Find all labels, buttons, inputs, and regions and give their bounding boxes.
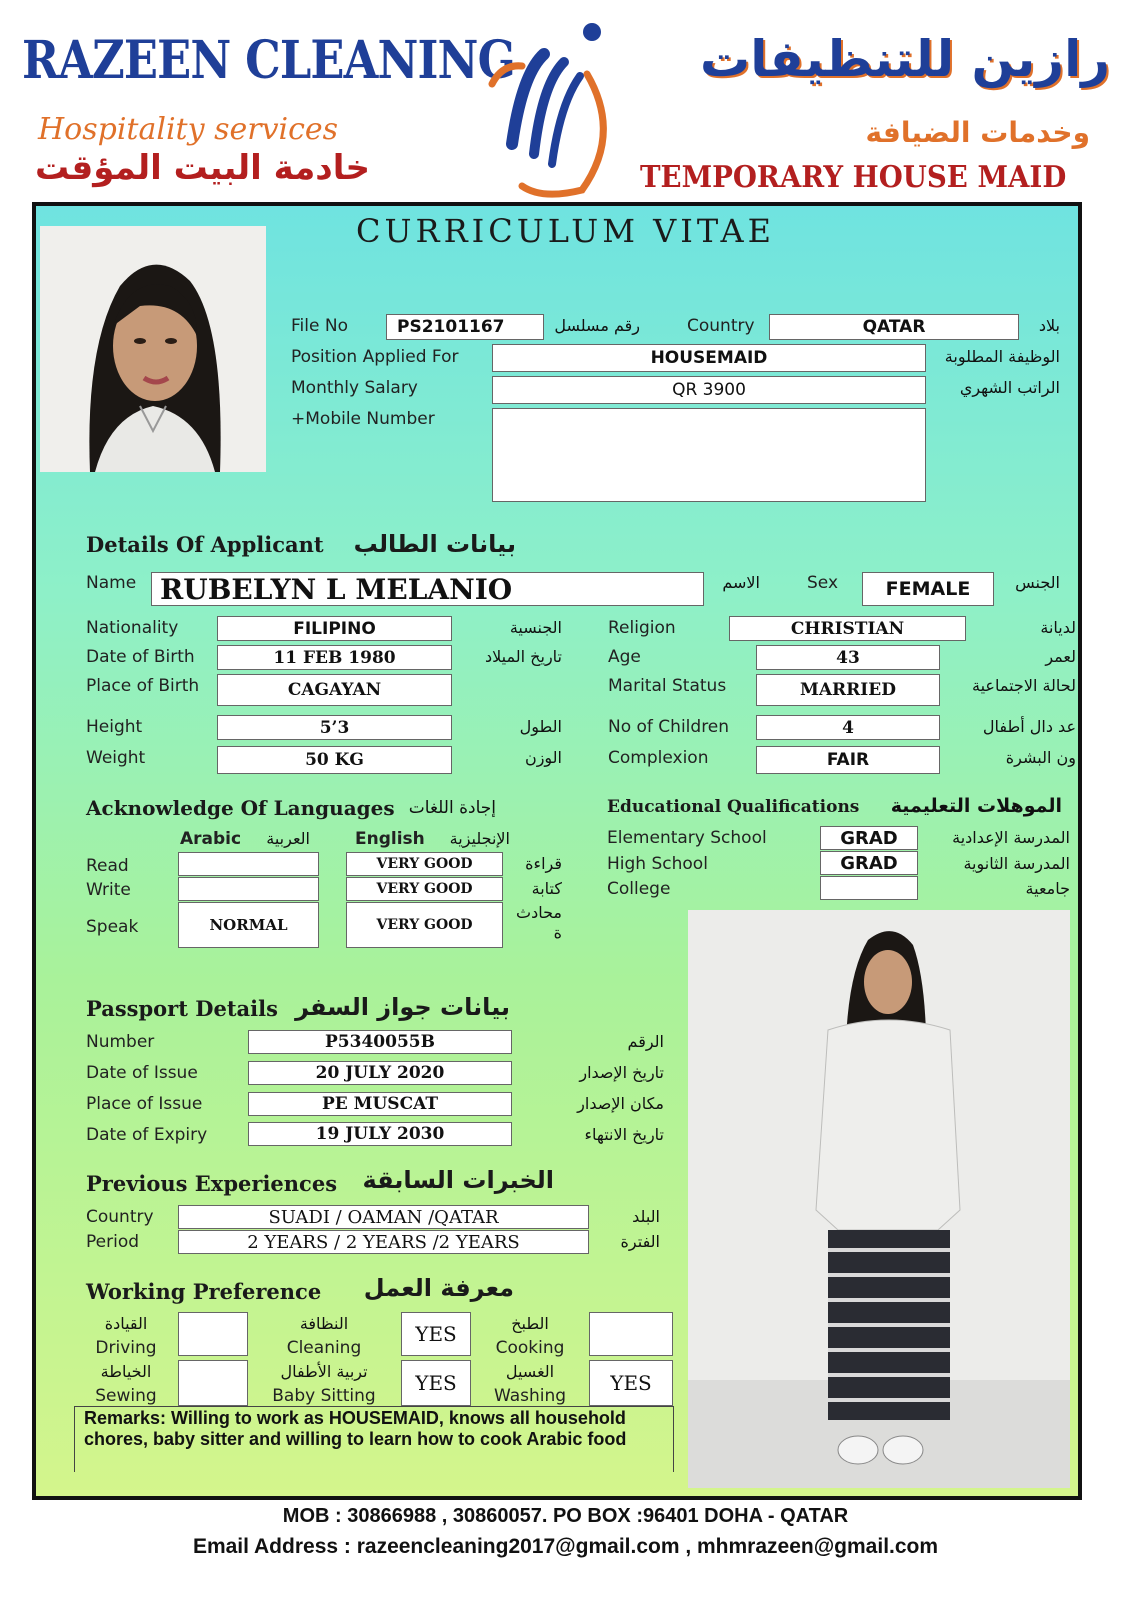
complexion-field: FAIR — [756, 746, 940, 774]
sex-label-ar: الجنس — [1015, 573, 1060, 592]
country-label: Country — [687, 316, 755, 336]
cooking-label-ar: الطبخ — [511, 1314, 549, 1333]
religion-label: Religion — [608, 618, 676, 638]
preference-heading-ar: معرفة العمل — [363, 1274, 514, 1302]
full-body-photo — [688, 910, 1070, 1488]
nationality-label-ar: الجنسية — [509, 618, 562, 637]
driving-field — [178, 1312, 248, 1356]
age-label-ar: لعمر — [1045, 647, 1076, 666]
applicant-heading: Details Of Applicant — [86, 532, 324, 557]
elementary-field: GRAD — [820, 826, 918, 850]
religion-field: CHRISTIAN — [729, 616, 966, 641]
preference-heading: Working Preference — [86, 1279, 322, 1304]
dob-label-ar: تاريخ الميلاد — [485, 647, 562, 666]
file-no-label: File No — [291, 316, 348, 336]
age-label: Age — [608, 647, 641, 667]
nationality-label: Nationality — [86, 618, 179, 638]
sewing-field — [178, 1360, 248, 1406]
height-field: 5’3 — [217, 715, 452, 740]
salary-field: QR 3900 — [492, 376, 926, 404]
applicant-heading-ar: بيانات الطالب — [353, 530, 516, 558]
highschool-label-ar: المدرسة الثانوية — [963, 854, 1070, 873]
issue-place-label-ar: مكان الإصدار — [577, 1094, 664, 1113]
read-label: Read — [86, 856, 129, 876]
elementary-label: Elementary School — [607, 828, 767, 848]
education-heading-ar: الموهلات التعليمية — [890, 795, 1062, 817]
exp-country-label: Country — [86, 1207, 154, 1227]
passport-heading: Passport Details — [86, 996, 278, 1021]
nationality-field: FILIPINO — [217, 616, 452, 641]
children-field: 4 — [756, 715, 940, 740]
write-label-ar: كتابة — [531, 879, 562, 898]
expiry-date-field: 19 JULY 2030 — [248, 1122, 512, 1146]
experience-heading: Previous Experiences — [86, 1171, 338, 1196]
read-english-field: VERY GOOD — [346, 852, 503, 876]
cv-title: CURRICULUM VITAE — [356, 212, 775, 250]
college-label: College — [607, 879, 671, 899]
marital-field: MARRIED — [756, 674, 940, 706]
sewing-label-ar: الخياطة — [100, 1362, 152, 1381]
babysitting-label-ar: تربية الأطفال — [280, 1362, 368, 1381]
children-label: No of Children — [608, 717, 730, 737]
dob-field: 11 FEB 1980 — [217, 645, 452, 670]
weight-label-ar: الوزن — [524, 748, 562, 767]
pob-label: Place of Birth — [86, 676, 200, 696]
country-label-ar: بلاد — [1038, 316, 1060, 335]
company-logo — [482, 14, 642, 200]
issue-date-label: Date of Issue — [86, 1063, 198, 1083]
highschool-field: GRAD — [820, 851, 918, 875]
issue-place-field: PE MUSCAT — [248, 1092, 512, 1116]
marital-label: Marital Status — [608, 676, 727, 696]
speak-label-ar: محادث ة — [516, 903, 562, 942]
cleaning-label: Cleaning — [286, 1338, 362, 1358]
complexion-label: Complexion — [608, 748, 709, 768]
footer-contact: MOB : 30866988 , 30860057. PO BOX :96401 DOHA - QATAR — [282, 1505, 849, 1527]
salary-label: Monthly Salary — [291, 378, 418, 398]
children-label-ar: عد دال أطفال — [982, 717, 1076, 736]
passport-heading-ar: بيانات جواز السفر — [295, 993, 510, 1021]
babysitting-label: Baby Sitting — [272, 1386, 376, 1406]
read-label-ar: قراءة — [525, 854, 562, 873]
country-field: QATAR — [769, 314, 1019, 340]
passport-number-label-ar: الرقم — [627, 1032, 664, 1051]
cooking-field — [589, 1312, 673, 1356]
remarks-text: Remarks: Willing to work as HOUSEMAID, knows all household chores, baby sitter and willing to learn how to cook Arabic food — [84, 1408, 627, 1449]
exp-period-label-ar: الفترة — [620, 1232, 660, 1251]
english-col-label: English — [355, 829, 425, 849]
cooking-label: Cooking — [495, 1338, 565, 1358]
experience-heading-ar: الخبرات السابقة — [362, 1166, 554, 1194]
brand-arabic-sub: وخدمات الضيافة — [865, 116, 1090, 149]
marital-label-ar: لحالة الاجتماعية — [972, 676, 1076, 695]
languages-heading: Acknowledge Of Languages — [86, 796, 395, 820]
passport-number-field: P5340055B — [248, 1030, 512, 1054]
sewing-label: Sewing — [95, 1386, 157, 1406]
name-field: RUBELYN L MELANIO — [151, 572, 704, 606]
highschool-label: High School — [607, 854, 708, 874]
position-label-ar: الوظيفة المطلوبة — [944, 347, 1060, 366]
issue-place-label: Place of Issue — [86, 1094, 203, 1114]
driving-label: Driving — [95, 1338, 157, 1358]
exp-period-field: 2 YEARS / 2 YEARS /2 YEARS — [178, 1230, 589, 1254]
driving-label-ar: القيادة — [104, 1314, 148, 1333]
babysitting-field: YES — [401, 1360, 471, 1406]
expiry-date-label-ar: تاريخ الانتهاء — [584, 1125, 664, 1144]
weight-field: 50 KG — [217, 746, 452, 774]
position-field: HOUSEMAID — [492, 344, 926, 372]
age-field: 43 — [756, 645, 940, 670]
issue-date-label-ar: تاريخ الإصدار — [579, 1063, 664, 1082]
arabic-col-label-ar: العربية — [266, 829, 310, 848]
height-label: Height — [86, 717, 143, 737]
college-field — [820, 876, 918, 900]
mobile-field — [492, 408, 926, 502]
mobile-label: +Mobile Number — [291, 409, 435, 429]
passport-number-label: Number — [86, 1032, 155, 1052]
file-no-label-ar: رقم مسلسل — [554, 316, 640, 335]
portrait-photo — [40, 226, 266, 472]
washing-label-ar: الغسيل — [505, 1362, 555, 1381]
expiry-date-label: Date of Expiry — [86, 1125, 208, 1145]
issue-date-field: 20 JULY 2020 — [248, 1061, 512, 1085]
arabic-col-label: Arabic — [180, 829, 242, 849]
write-label: Write — [86, 880, 131, 900]
service-title: TEMPORARY HOUSE MAID — [640, 160, 1067, 195]
dob-label: Date of Birth — [86, 647, 195, 667]
exp-country-label-ar: البلد — [632, 1207, 660, 1226]
speak-label: Speak — [86, 917, 139, 937]
education-heading: Educational Qualifications — [607, 797, 860, 817]
brand-name: RAZEEN CLEANING — [22, 30, 515, 91]
name-label: Name — [86, 573, 137, 593]
brand-arabic-name: رازين للتنظيفات — [699, 30, 1110, 88]
religion-label-ar: لديانة — [1040, 618, 1076, 637]
speak-english-field: VERY GOOD — [346, 902, 503, 948]
brand-arabic-tagline: خادمة البيت المؤقت — [34, 148, 370, 188]
write-arabic-field — [178, 877, 319, 901]
weight-label: Weight — [86, 748, 146, 768]
elementary-label-ar: المدرسة الإعدادية — [952, 828, 1070, 847]
cleaning-field: YES — [401, 1312, 471, 1356]
speak-arabic-field: NORMAL — [178, 902, 319, 948]
brand-tagline: Hospitality services — [38, 112, 339, 147]
english-col-label-ar: الإنجليزية — [449, 829, 510, 848]
height-label-ar: الطول — [519, 717, 562, 736]
footer-email: Email Address : razeencleaning2017@gmail.com , mhmrazeen@gmail.com — [192, 1535, 939, 1558]
pob-field: CAGAYAN — [217, 674, 452, 706]
salary-label-ar: الراتب الشهري — [959, 378, 1060, 397]
name-label-ar: الاسم — [722, 573, 760, 592]
cleaning-label-ar: النظافة — [299, 1314, 349, 1333]
file-no-field: PS2101167 — [386, 314, 544, 340]
read-arabic-field — [178, 852, 319, 876]
washing-label: Washing — [493, 1386, 567, 1406]
sex-label: Sex — [807, 573, 839, 593]
college-label-ar: جامعية — [1025, 879, 1070, 898]
sex-field: FEMALE — [862, 572, 994, 606]
write-english-field: VERY GOOD — [346, 877, 503, 901]
exp-period-label: Period — [86, 1232, 140, 1252]
washing-field: YES — [589, 1360, 673, 1406]
languages-heading-ar: إجادة اللغات — [408, 798, 496, 818]
complexion-label-ar: ون البشرة — [1005, 748, 1076, 767]
exp-country-field: SUADI / OAMAN /QATAR — [178, 1205, 589, 1229]
position-label: Position Applied For — [291, 347, 459, 367]
